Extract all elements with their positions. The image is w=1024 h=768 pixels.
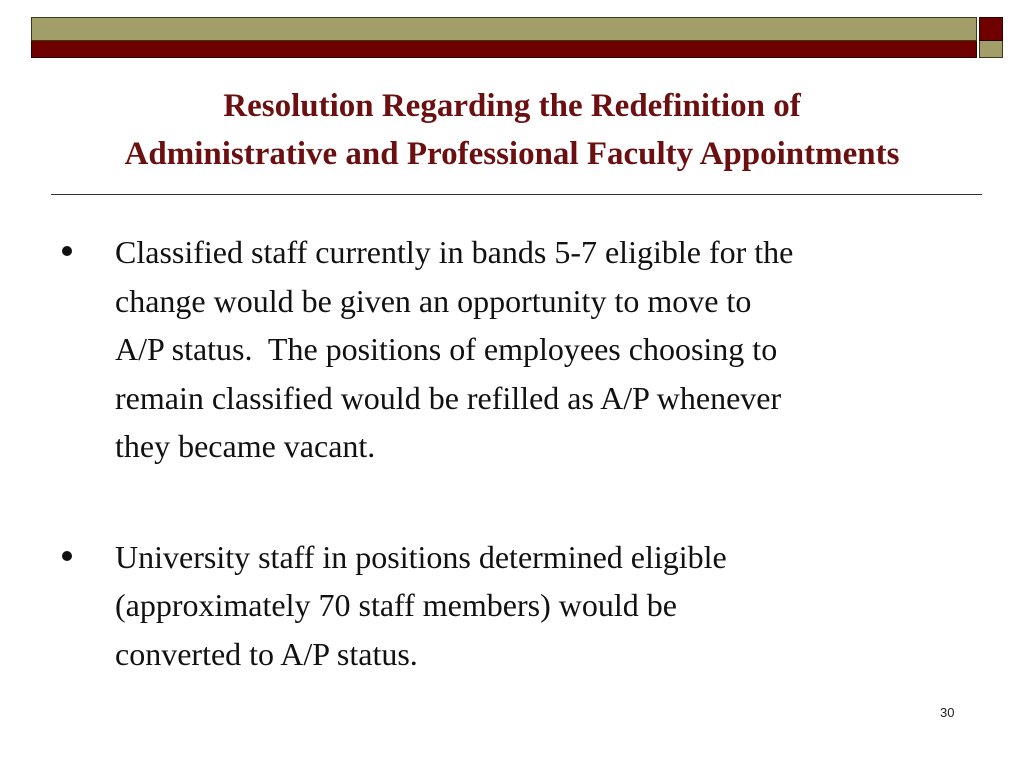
bullet-1-line-2: change would be given an opportunity to move to: [115, 282, 752, 319]
page-number: 30: [940, 705, 955, 720]
header-bar-olive: [31, 17, 977, 41]
bullet-text-2: [115, 533, 975, 679]
bullet-text-1: [115, 228, 975, 471]
title-line-1: Resolution Regarding the Redefinition of: [223, 88, 801, 124]
bullet-1-line-4: remain classified would be refilled as A/P whenever: [115, 379, 782, 416]
header-bar-maroon: [31, 41, 977, 58]
title-line-2: Administrative and Professional Faculty Appointments: [124, 136, 900, 172]
bullet-dot-icon: [62, 246, 72, 256]
bullet-1-line-5: they became vacant.: [115, 428, 376, 464]
bullet-2-line-3: converted to A/P status.: [115, 635, 418, 672]
slide-title: [30, 82, 994, 178]
bullet-2-line-1: University staff in positions determined eligible: [115, 538, 727, 575]
bullet-item-1: [0, 228, 1024, 471]
bullet-1-line-1: Classified staff currently in bands 5-7 eligible for the: [115, 234, 794, 270]
title-divider: [51, 194, 982, 195]
bullet-1-line-3: A/P status. The positions of employees choosing to: [115, 331, 778, 367]
bullet-dot-icon: [62, 551, 72, 561]
bullet-item-2: [0, 533, 1024, 679]
header-square-olive: [979, 41, 1003, 58]
header-square-maroon: [979, 17, 1003, 41]
bullet-2-line-2: (approximately 70 staff members) would be: [115, 587, 677, 623]
bullet-list: [0, 228, 1024, 740]
